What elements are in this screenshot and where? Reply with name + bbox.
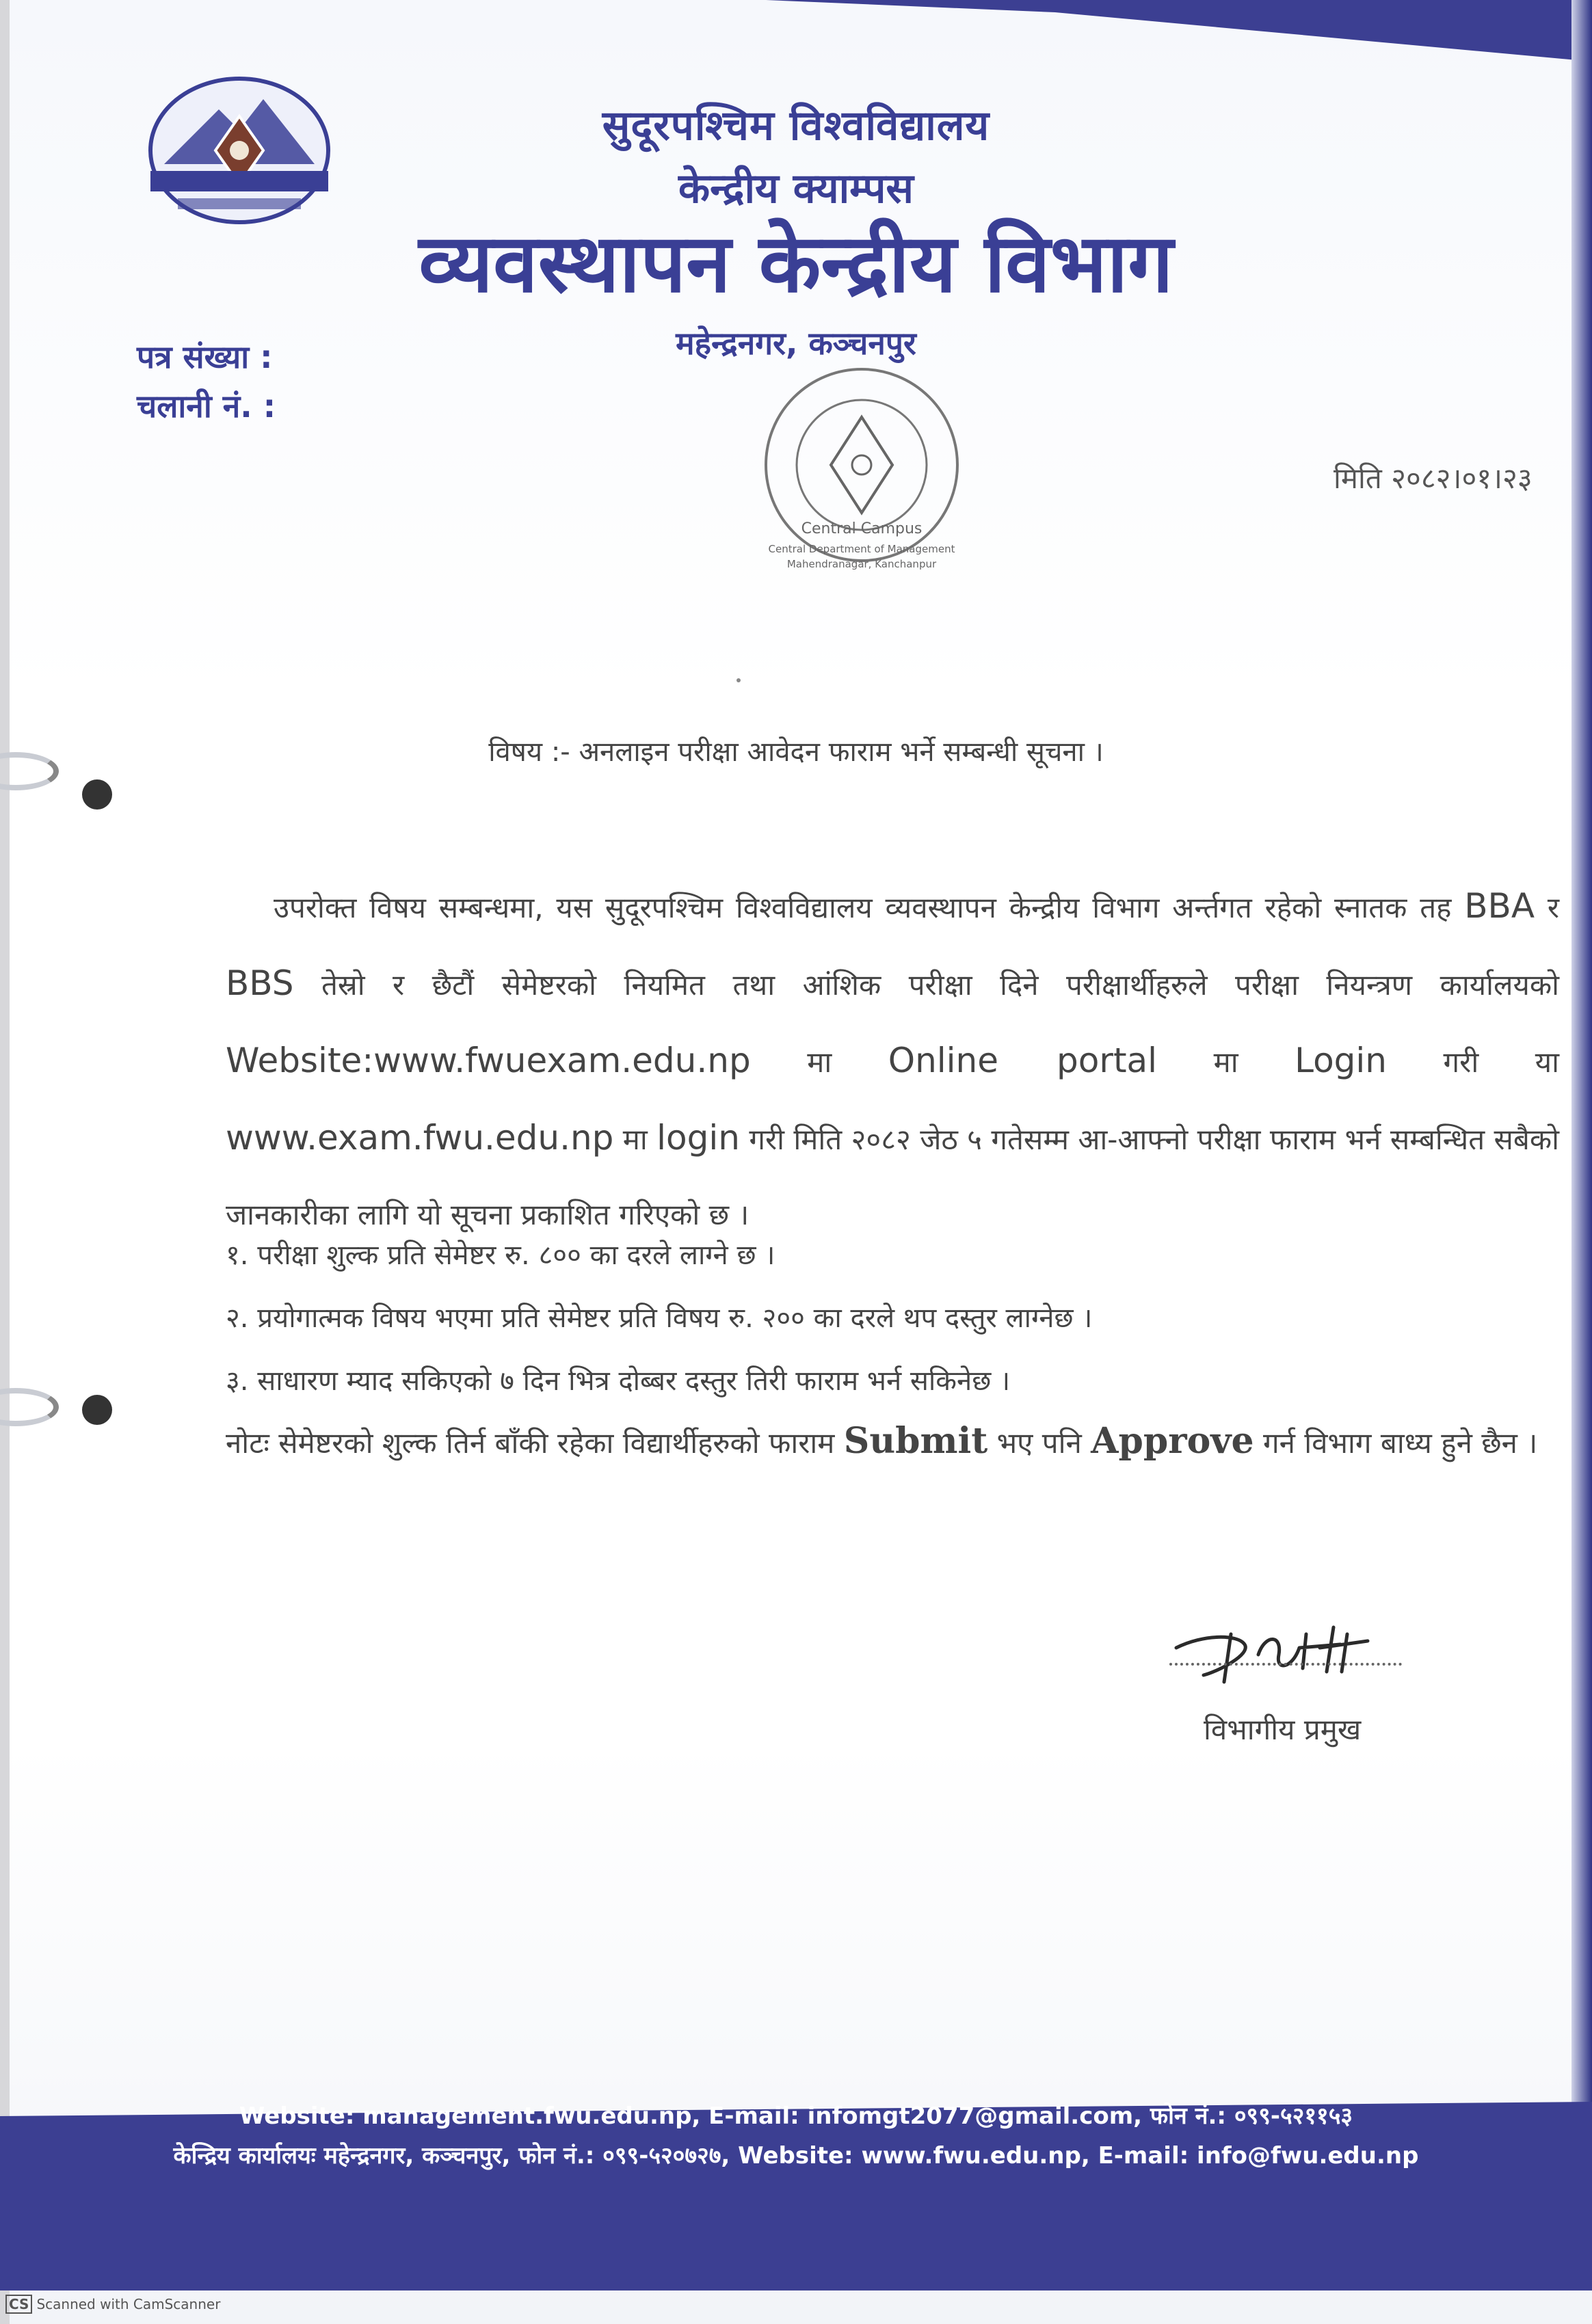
university-name: सुदूरपश्चिम विश्वविद्यालय: [602, 102, 990, 150]
letter-body: [226, 868, 1559, 1253]
body-text: मा: [807, 1045, 832, 1079]
binder-hole: [82, 1395, 112, 1425]
body-paragraph: [226, 868, 1559, 1253]
binder-ring: [0, 1388, 59, 1426]
stamp-line1: Central Campus: [801, 520, 923, 537]
office-stamp: [745, 362, 978, 581]
campus-location: महेन्द्रनगर, कञ्चनपुर: [676, 325, 916, 362]
program-bba: BBA: [1464, 886, 1535, 926]
body-text: तेस्रो र छैटौं सेमेष्टरको नियमित तथा आंशिक परीक्षा दिने परीक्षार्थीहरुले परीक्षा नियन्त्रण कार्यालयको: [321, 968, 1559, 1002]
margin-dot: [737, 678, 741, 682]
dispatch-number-label: चलानी नं. :: [137, 388, 276, 425]
login-text-2: login: [656, 1118, 740, 1158]
header-band: [766, 0, 1592, 62]
note-text: भए पनि: [996, 1426, 1082, 1460]
signature-line: [1169, 1663, 1402, 1666]
handwritten-signature: [1163, 1607, 1402, 1689]
campus-name: केन्द्रीय क्याम्पस: [678, 165, 914, 213]
body-text: गरी मिति २०८२ जेठ ५ गतेसम्म आ-आफ्नो परीक्षा फाराम भर्न सम्बन्धित सबैको जानकारीका लागि यो सूचना प्रकाशित गरिएको छ ।: [226, 1123, 1559, 1231]
footer-central-office-line: केन्द्रिय कार्यालयः महेन्द्रनगर, कञ्चनपुर, फोन नं.: ०९९-५२०७२७, Website: www.fwu.edu.np, E-mail: info@fwu.edu.np: [173, 2142, 1419, 2169]
body-text: मा: [622, 1123, 648, 1156]
footer-contact-line: Website: management.fwu.edu.np, E-mail: infomgt2077@gmail.com, फोन नं.: ०९९-५२११५३: [239, 2102, 1353, 2130]
signatory-title: विभागीय प्रमुख: [1204, 1713, 1362, 1746]
body-text: उपरोक्त विषय सम्बन्धमा, यस सुदूरपश्चिम विश्वविद्यालय व्यवस्थापन केन्द्रीय विभाग अर्न्तगत रहेको स्नातक तह: [274, 891, 1452, 924]
binder-hole: [82, 779, 112, 810]
stamp-line2: Central Department of Management: [768, 543, 955, 555]
letter-date: मिति २०८२।०१।२३: [1334, 462, 1533, 495]
login-text: Login: [1295, 1041, 1387, 1080]
online-portal-text: Online portal: [888, 1041, 1158, 1080]
fee-list: [226, 1224, 1559, 1413]
list-item: १. परीक्षा शुल्क प्रति सेमेष्टर रु. ८०० का दरले लाग्ने छ ।: [226, 1240, 775, 1271]
list-item: ३. साधारण म्याद सकिएको ७ दिन भित्र दोब्बर दस्तुर तिरी फाराम भर्न सकिनेछ ।: [226, 1365, 1011, 1397]
submit-word: Submit: [843, 1420, 988, 1462]
camscanner-icon: CS: [5, 2295, 32, 2314]
list-item: २. प्रयोगात्मक विषय भएमा प्रति सेमेष्टर प्रति विषय रु. २०० का दरले थप दस्तुर लाग्नेछ ।: [226, 1303, 1093, 1334]
note-text: नोटः सेमेष्टरको शुल्क तिर्न बाँकी रहेका विद्यार्थीहरुको फाराम: [226, 1426, 835, 1460]
body-text: मा: [1213, 1045, 1238, 1079]
scanner-watermark-text: Scanned with CamScanner: [36, 2296, 221, 2312]
department-name: व्यवस्थापन केन्द्रीय विभाग: [419, 216, 1173, 310]
approve-word: Approve: [1091, 1420, 1254, 1462]
note-paragraph: [226, 1407, 1559, 1478]
body-text: र: [1547, 891, 1560, 924]
program-bbs: BBS: [226, 963, 294, 1003]
note-text: गर्न विभाग बाध्य हुने छैन ।: [1262, 1426, 1538, 1460]
letter-number-label: पत्र संख्या :: [137, 338, 273, 375]
stamp-line3: Mahendranagar, Kanchanpur: [786, 558, 937, 570]
body-text: गरी या: [1443, 1045, 1559, 1079]
exam-website: Website:www.fwuexam.edu.np: [226, 1041, 751, 1080]
scanner-watermark: [5, 2295, 220, 2314]
exam-url: www.exam.fwu.edu.np: [226, 1118, 614, 1158]
letter-subject: विषय :- अनलाइन परीक्षा आवेदन फाराम भर्ने सम्बन्धी सूचना ।: [488, 736, 1104, 768]
